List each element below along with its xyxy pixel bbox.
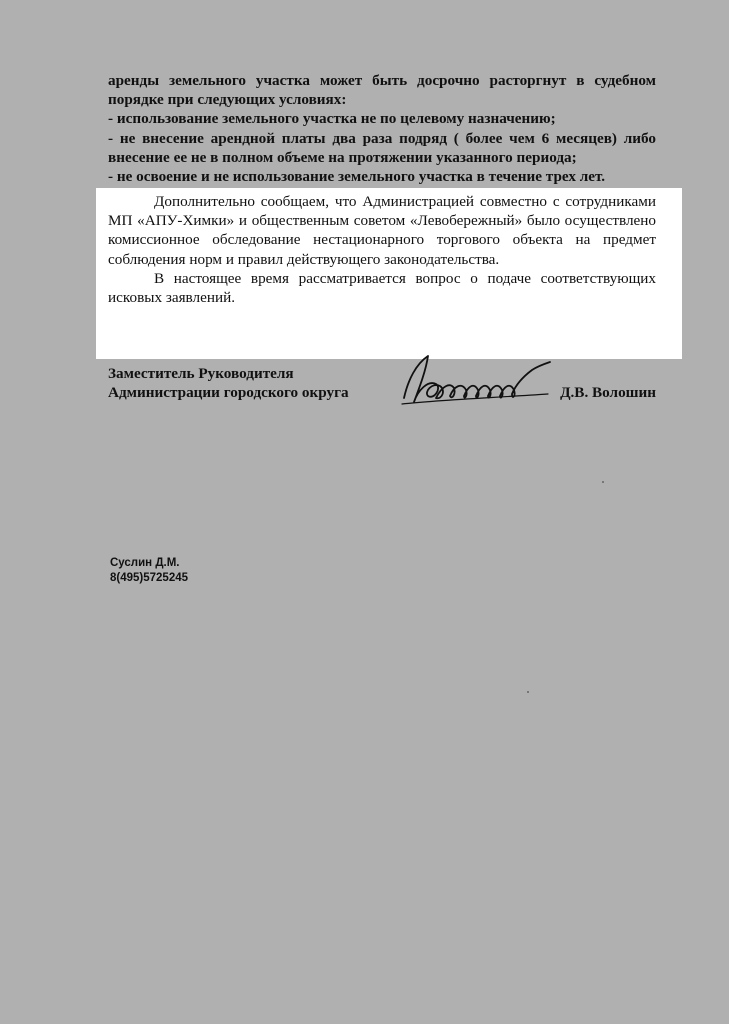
additional-info-paragraph-1: Дополнительно сообщаем, что Администрацией совместно с сотрудниками МП «АПУ-Химки» и общественным советом «Левобережный» было осуществлено комиссионное обследование нестационарного торгового объекта на предмет соблюдения норм и правил действующего законодательства. [108,193,656,268]
lease-termination-conditions [108,71,656,186]
executor-phone: 8(495)5725245 [110,572,189,584]
signatory-name: Д.В. Волошин [560,384,656,402]
executor-info [110,556,188,586]
conditions-intro: аренды земельного участка может быть досрочно расторгнут в судебном порядке при следующих условиях: [108,72,656,109]
additional-info-paragraph-2: В настоящее время рассматривается вопрос о подаче соответствующих исковых заявлений. [108,269,656,307]
executor-name: Суслин Д.М. [110,557,180,569]
scan-speck [602,481,604,483]
signatory-position-line-1: Заместитель Руководителя [108,365,294,382]
signature-block [108,364,656,402]
signatory-position-line-2: Администрации городского округа [108,384,349,402]
condition-item-2: - не внесение арендной платы два раза подряд ( более чем 6 месяцев) либо внесение ее не в полном объеме на протяжении указанного периода; [108,129,656,166]
condition-item-3: - не освоение и не использование земельного участка в течение трех лет. [108,168,606,186]
scan-speck [527,691,529,693]
additional-info-block [108,192,656,307]
condition-item-1: - использование земельного участка не по целевому назначению; [108,110,556,128]
